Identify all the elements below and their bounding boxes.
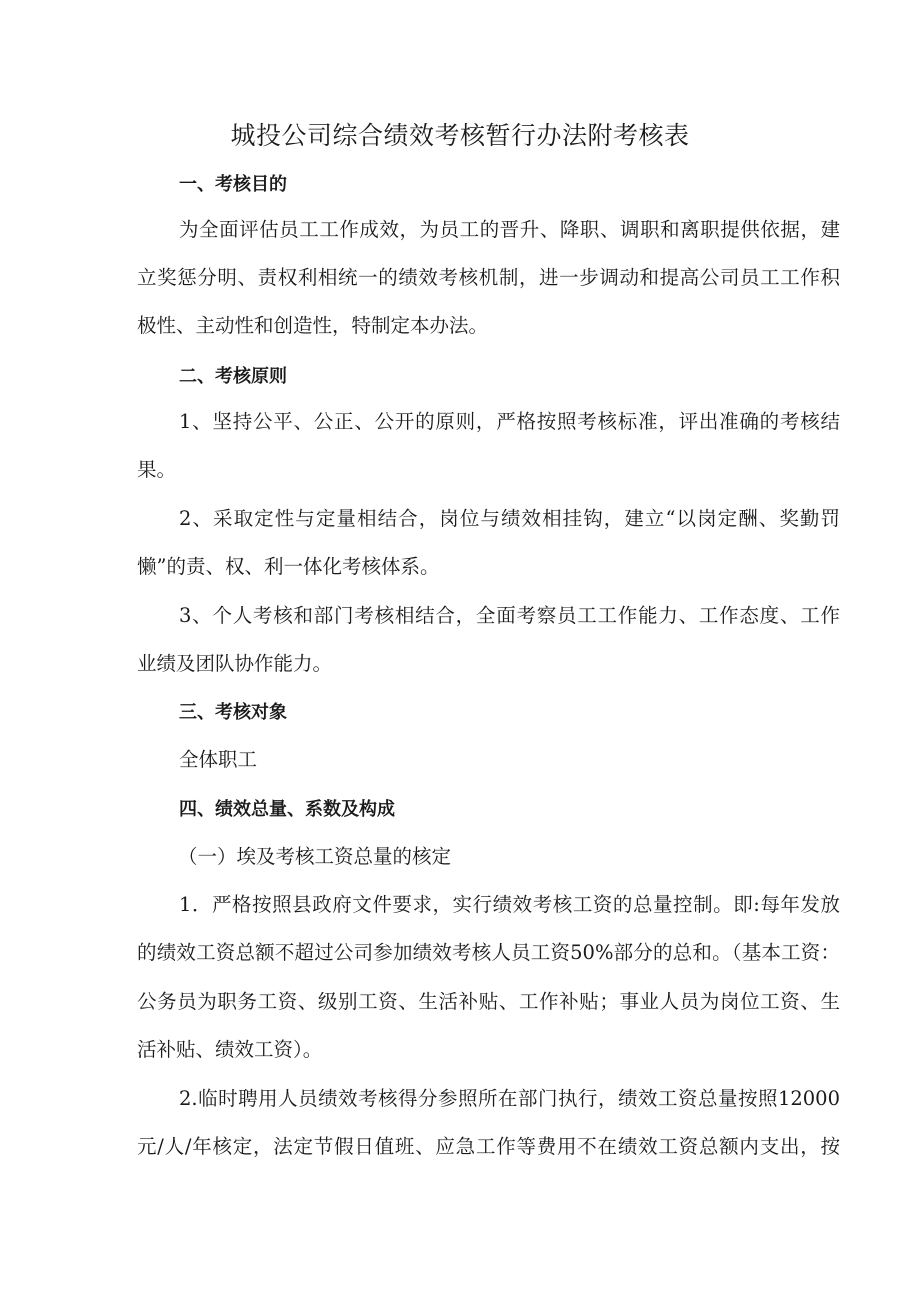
section-heading-composition: 四、绩效总量、系数及构成 — [179, 799, 395, 820]
paragraph-line: 果。 — [137, 458, 177, 481]
paragraph-line: 极性、主动性和创造性，特制定本办法。 — [137, 314, 489, 337]
paragraph-line: 公务员为职务工资、级别工资、生活补贴、工作补贴；事业人员为岗位工资、生 — [137, 990, 840, 1013]
paragraph-line: 1、坚持公平、公正、公开的原则，严格按照考核标准，评出准确的考核结 — [179, 410, 840, 433]
paragraph-line: 活补贴、绩效工资）。 — [137, 1038, 323, 1061]
paragraph-line: 元/人/年核定，法定节假日值班、应急工作等费用不在绩效工资总额内支出，按 — [137, 1135, 840, 1158]
section-heading-subjects: 三、考核对象 — [179, 702, 287, 723]
section-heading-principles: 二、考核原则 — [179, 366, 287, 387]
document-title: 城投公司综合绩效考核暂行办法附考核表 — [230, 121, 690, 150]
paragraph-line: 2.临时聘用人员绩效考核得分参照所在部门执行，绩效工资总量按照12000 — [179, 1087, 840, 1110]
paragraph-line: 立奖惩分明、责权利相统一的绩效考核机制，进一步调动和提高公司员工工作积 — [137, 266, 840, 289]
paragraph-line: 2、采取定性与定量相结合，岗位与绩效相挂钩，建立“以岗定酬、奖勤罚 — [179, 507, 840, 530]
paragraph-line: 懒”的责、权、利一体化考核体系。 — [137, 555, 440, 578]
paragraph-line: 业绩及团队协作能力。 — [137, 652, 333, 675]
paragraph-line: 的绩效工资总额不超过公司参加绩效考核人员工资50%部分的总和。（基本工资： — [137, 941, 840, 964]
paragraph-line: 全体职工 — [179, 748, 258, 771]
section-heading-purpose: 一、考核目的 — [179, 174, 287, 195]
paragraph-line: 1．严格按照县政府文件要求，实行绩效考核工资的总量控制。即:每年发放 — [179, 893, 840, 916]
paragraph-line: 为全面评估员工工作成效，为员工的晋升、降职、调职和离职提供依据，建 — [179, 218, 840, 241]
subsection-heading: （一）埃及考核工资总量的核定 — [178, 845, 452, 868]
paragraph-line: 3、个人考核和部门考核相结合，全面考察员工工作能力、工作态度、工作 — [179, 604, 840, 627]
